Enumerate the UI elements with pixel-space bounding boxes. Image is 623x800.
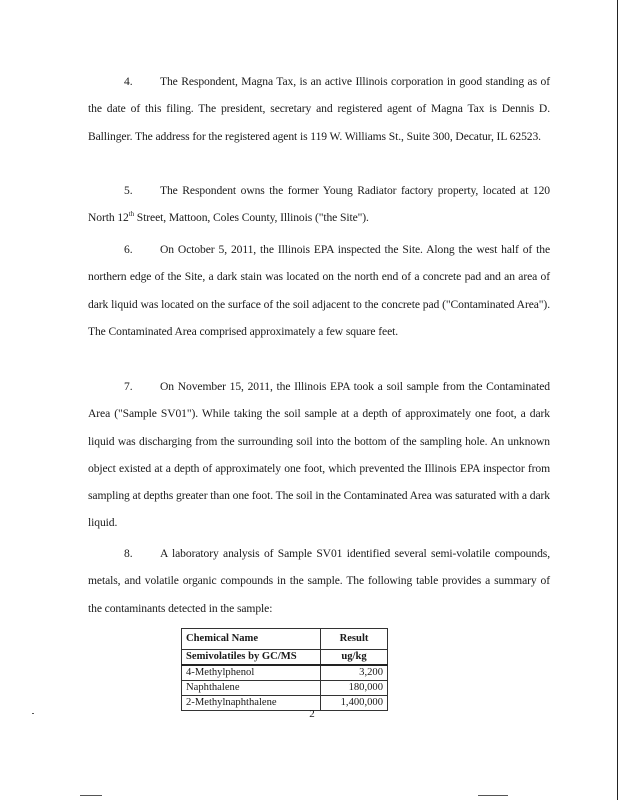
- contaminants-table: [181, 628, 388, 711]
- paragraph-number: 6.: [124, 243, 133, 256]
- page-number: 2: [309, 708, 315, 720]
- section-name: Semivolatiles by GC/MS: [182, 650, 321, 666]
- section-unit: ug/kg: [321, 650, 388, 666]
- paragraph-text: The Respondent owns the former Young Radiator factory property, located at 120 North 12: [88, 184, 550, 225]
- chemical-name: 2-Methylnaphthalene: [182, 696, 321, 711]
- chemical-result: 3,200: [321, 665, 388, 681]
- chemical-result: 1,400,000: [321, 696, 388, 711]
- paragraph-text: On November 15, 2011, the Illinois EPA took a soil sample from the Contaminated Area ("Sample SV01"). While taking the soil sample at a depth of approximately one foot, a dark liquid was discharging from the surrounding soil into the bottom of the sampling hole. An unknown object existed at a depth of approximately one foot, which prevented the Illinois EPA inspector from sampling at depths greater than one foot. The soil in the Contaminated Area was saturated with a dark liquid.: [88, 380, 550, 530]
- paragraph-text: A laboratory analysis of Sample SV01 identified several semi-volatile compounds, metals, and volatile organic compounds in the sample. The following table provides a summary of the contaminants detected in the sample:: [88, 547, 550, 615]
- paragraph-number: 5.: [124, 184, 133, 197]
- chemical-result: 180,000: [321, 681, 388, 696]
- table-section-row: [182, 650, 388, 666]
- paragraph-text: The Respondent, Magna Tax, is an active Illinois corporation in good standing as of the date of this filing. The president, secretary and registered agent of Magna Tax is Dennis D. Ballinger. The address for the registered agent is 119 W. Williams St., Suite 300, Decatur, IL 62523.: [88, 75, 550, 143]
- paragraph-8: [88, 540, 550, 622]
- superscript: th: [128, 210, 134, 219]
- table-row: [182, 696, 388, 711]
- scan-speck: [478, 795, 508, 796]
- scan-speck: [80, 795, 102, 796]
- table-row: [182, 681, 388, 696]
- column-header-chemical: Chemical Name: [182, 629, 321, 650]
- paragraph-5: [88, 177, 550, 232]
- paragraph-4: [88, 68, 550, 150]
- table-header-row: [182, 629, 388, 650]
- paragraph-text: On October 5, 2011, the Illinois EPA inspected the Site. Along the west half of the northern edge of the Site, a dark stain was located on the north end of a concrete pad and an area of dark liquid was located on the surface of the soil adjacent to the concrete pad ("Contaminated Area"). The Contaminated Area comprised approximately a few square feet.: [88, 243, 550, 338]
- paragraph-number: 8.: [124, 547, 133, 560]
- page-edge: [617, 0, 618, 800]
- chemical-name: Naphthalene: [182, 681, 321, 696]
- scan-speck: [32, 713, 34, 714]
- paragraph-7: [88, 373, 550, 537]
- paragraph-number: 7.: [124, 380, 133, 393]
- table-row: [182, 665, 388, 681]
- column-header-result: Result: [321, 629, 388, 650]
- paragraph-text-cont: Street, Mattoon, Coles County, Illinois ("the Site").: [134, 211, 369, 225]
- chemical-name: 4-Methylphenol: [182, 665, 321, 681]
- paragraph-number: 4.: [124, 75, 133, 88]
- paragraph-6: [88, 236, 550, 345]
